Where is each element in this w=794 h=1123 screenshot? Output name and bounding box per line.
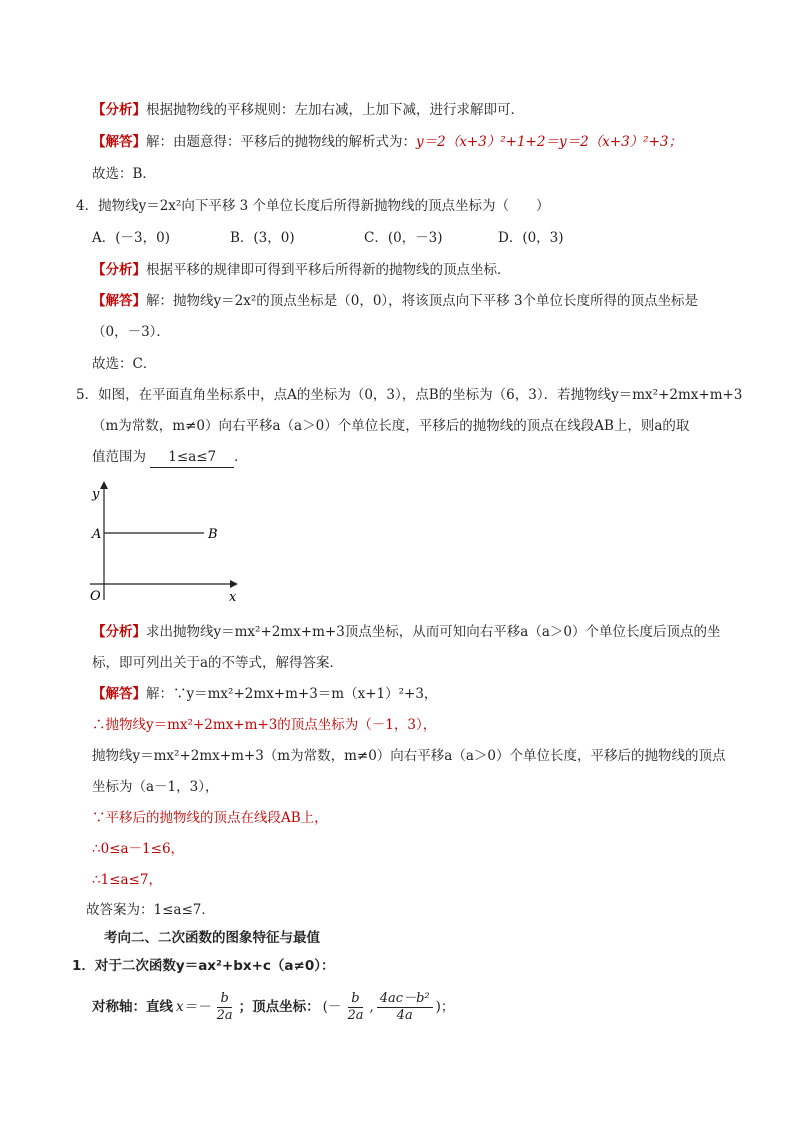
q4-analysis-text: 根据平移的规律即可得到平移后所得新的抛物线的顶点坐标． (146, 262, 511, 278)
q4-option-c: C．(0，－3) (364, 230, 443, 246)
formula-line (92, 990, 454, 1024)
q5-final-answer: 故答案为：1≤a≤7． (86, 902, 215, 918)
q4-answer-text-2: （0，－3）． (92, 324, 170, 340)
vertex-num-2: 4ac－b² (377, 991, 433, 1008)
coordinate-figure (86, 478, 246, 604)
q5-answer-blank: 1≤a≤7 (150, 447, 234, 468)
q4-choice: 故选：C． (92, 356, 157, 372)
q4-answer-tag: 【解答】 (92, 293, 146, 309)
vertex-fraction-1 (344, 991, 366, 1024)
axis-fraction (214, 991, 236, 1024)
answer-formula: y＝2（x+3）²+1+2＝y＝2（x+3）²+3； (416, 134, 682, 150)
axis-den: 2a (216, 1007, 233, 1023)
section-item-1: 1．对于二次函数y＝ax²+bx+c（a≠0）： (72, 958, 335, 974)
analysis-tag: 【分析】 (92, 102, 146, 118)
q5-answer-line-0: 解：∵y＝mx²+2mx+m+3＝m（x+1）²+3， (146, 686, 438, 702)
q5-answer-line-4: ∵平移后的抛物线的顶点在线段AB上， (92, 810, 328, 826)
y-axis-label: y (92, 487, 100, 502)
q4-answer-text-1: 解：抛物线y＝2x²的顶点坐标是（0，0），将该顶点向下平移 3个单位长度所得的顶点坐标是 (146, 293, 699, 309)
vertex-fraction-2 (377, 991, 433, 1024)
q5-answer-line-1: ∴抛物线y＝mx²+2mx+m+3的顶点坐标为（－1，3）， (92, 717, 437, 733)
vertex-den-1: 2a (347, 1007, 364, 1023)
point-b-label: B (208, 527, 218, 542)
x-axis-label: x (229, 590, 237, 604)
vertex-open: (－ (322, 999, 342, 1015)
q4-analysis-tag: 【分析】 (92, 262, 146, 278)
q4-option-a: A．(－3，0) (92, 230, 170, 246)
vertex-den-2: 4a (396, 1007, 413, 1023)
axis-num: b (217, 991, 231, 1008)
q4-option-d: D．(0，3) (498, 230, 564, 246)
q4-option-b: B．(3，0) (230, 230, 295, 246)
origin-label: O (90, 589, 101, 604)
vertex-label: ；顶点坐标： (238, 999, 320, 1015)
vertex-close: )； (435, 999, 455, 1015)
q5-analysis-tag: 【分析】 (92, 624, 146, 640)
answer-tag: 【解答】 (92, 134, 146, 150)
vertex-comma: , (369, 999, 374, 1015)
q4-answer-line (92, 291, 698, 311)
y-axis-arrow (100, 481, 108, 489)
q5-answer-line-6: ∴1≤a≤7， (92, 872, 162, 888)
section-heading: 考向二、二次函数的图象特征与最值 (104, 930, 320, 946)
q4-analysis-line (92, 260, 511, 280)
q5-analysis-text-1: 求出抛物线y＝mx²+2mx+m+3顶点坐标，从而可知向右平移a（a＞0）个单位长度后顶点的坐 (146, 624, 721, 640)
axis-expr: x＝－ (176, 999, 211, 1015)
q5-stem-1: 5．如图，在平面直角坐标系中，点A的坐标为（0，3），点B的坐标为（6，3）．若抛物线y＝mx²+2mx+m+3 (76, 387, 743, 403)
q5-analysis-line (92, 622, 720, 642)
q5-stem-3-prefix: 值范围为 (92, 449, 146, 465)
q5-answer-line (92, 684, 437, 704)
analysis-line (92, 100, 524, 120)
answer-text: 解：由题意得：平移后的抛物线的解析式为： (146, 134, 416, 150)
axis-label: 对称轴：直线 (92, 999, 173, 1015)
q5-answer-tag: 【解答】 (92, 686, 146, 702)
q5-stem-3 (92, 447, 248, 468)
q5-answer-line-3: 坐标为（a－1，3）， (92, 779, 219, 795)
point-a-label: A (92, 527, 102, 542)
q4-stem: 4．抛物线y＝2x²向下平移 3 个单位长度后所得新抛物线的顶点坐标为（ ） (76, 198, 550, 214)
answer-line (92, 132, 682, 152)
q5-analysis-text-2: 标，即可列出关于a的不等式，解得答案． (92, 655, 344, 671)
choice-line: 故选：B． (92, 166, 156, 182)
vertex-num-1: b (348, 991, 362, 1008)
q5-answer-line-2: 抛物线y＝mx²+2mx+m+3（m为常数，m≠0）向右平移a（a＞0）个单位长度，平移后的抛物线的顶点 (92, 748, 726, 764)
x-axis-arrow (230, 580, 238, 588)
q5-stem-3-suffix: ． (234, 449, 248, 465)
analysis-text: 根据抛物线的平移规则：左加右减，上加下减，进行求解即可． (146, 102, 524, 118)
q5-stem-2: （m为常数，m≠0）向右平移a（a＞0）个单位长度，平移后的抛物线的顶点在线段AB上，则a的取 (92, 418, 690, 434)
q5-answer-line-5: ∴0≤a－1≤6， (92, 841, 185, 857)
